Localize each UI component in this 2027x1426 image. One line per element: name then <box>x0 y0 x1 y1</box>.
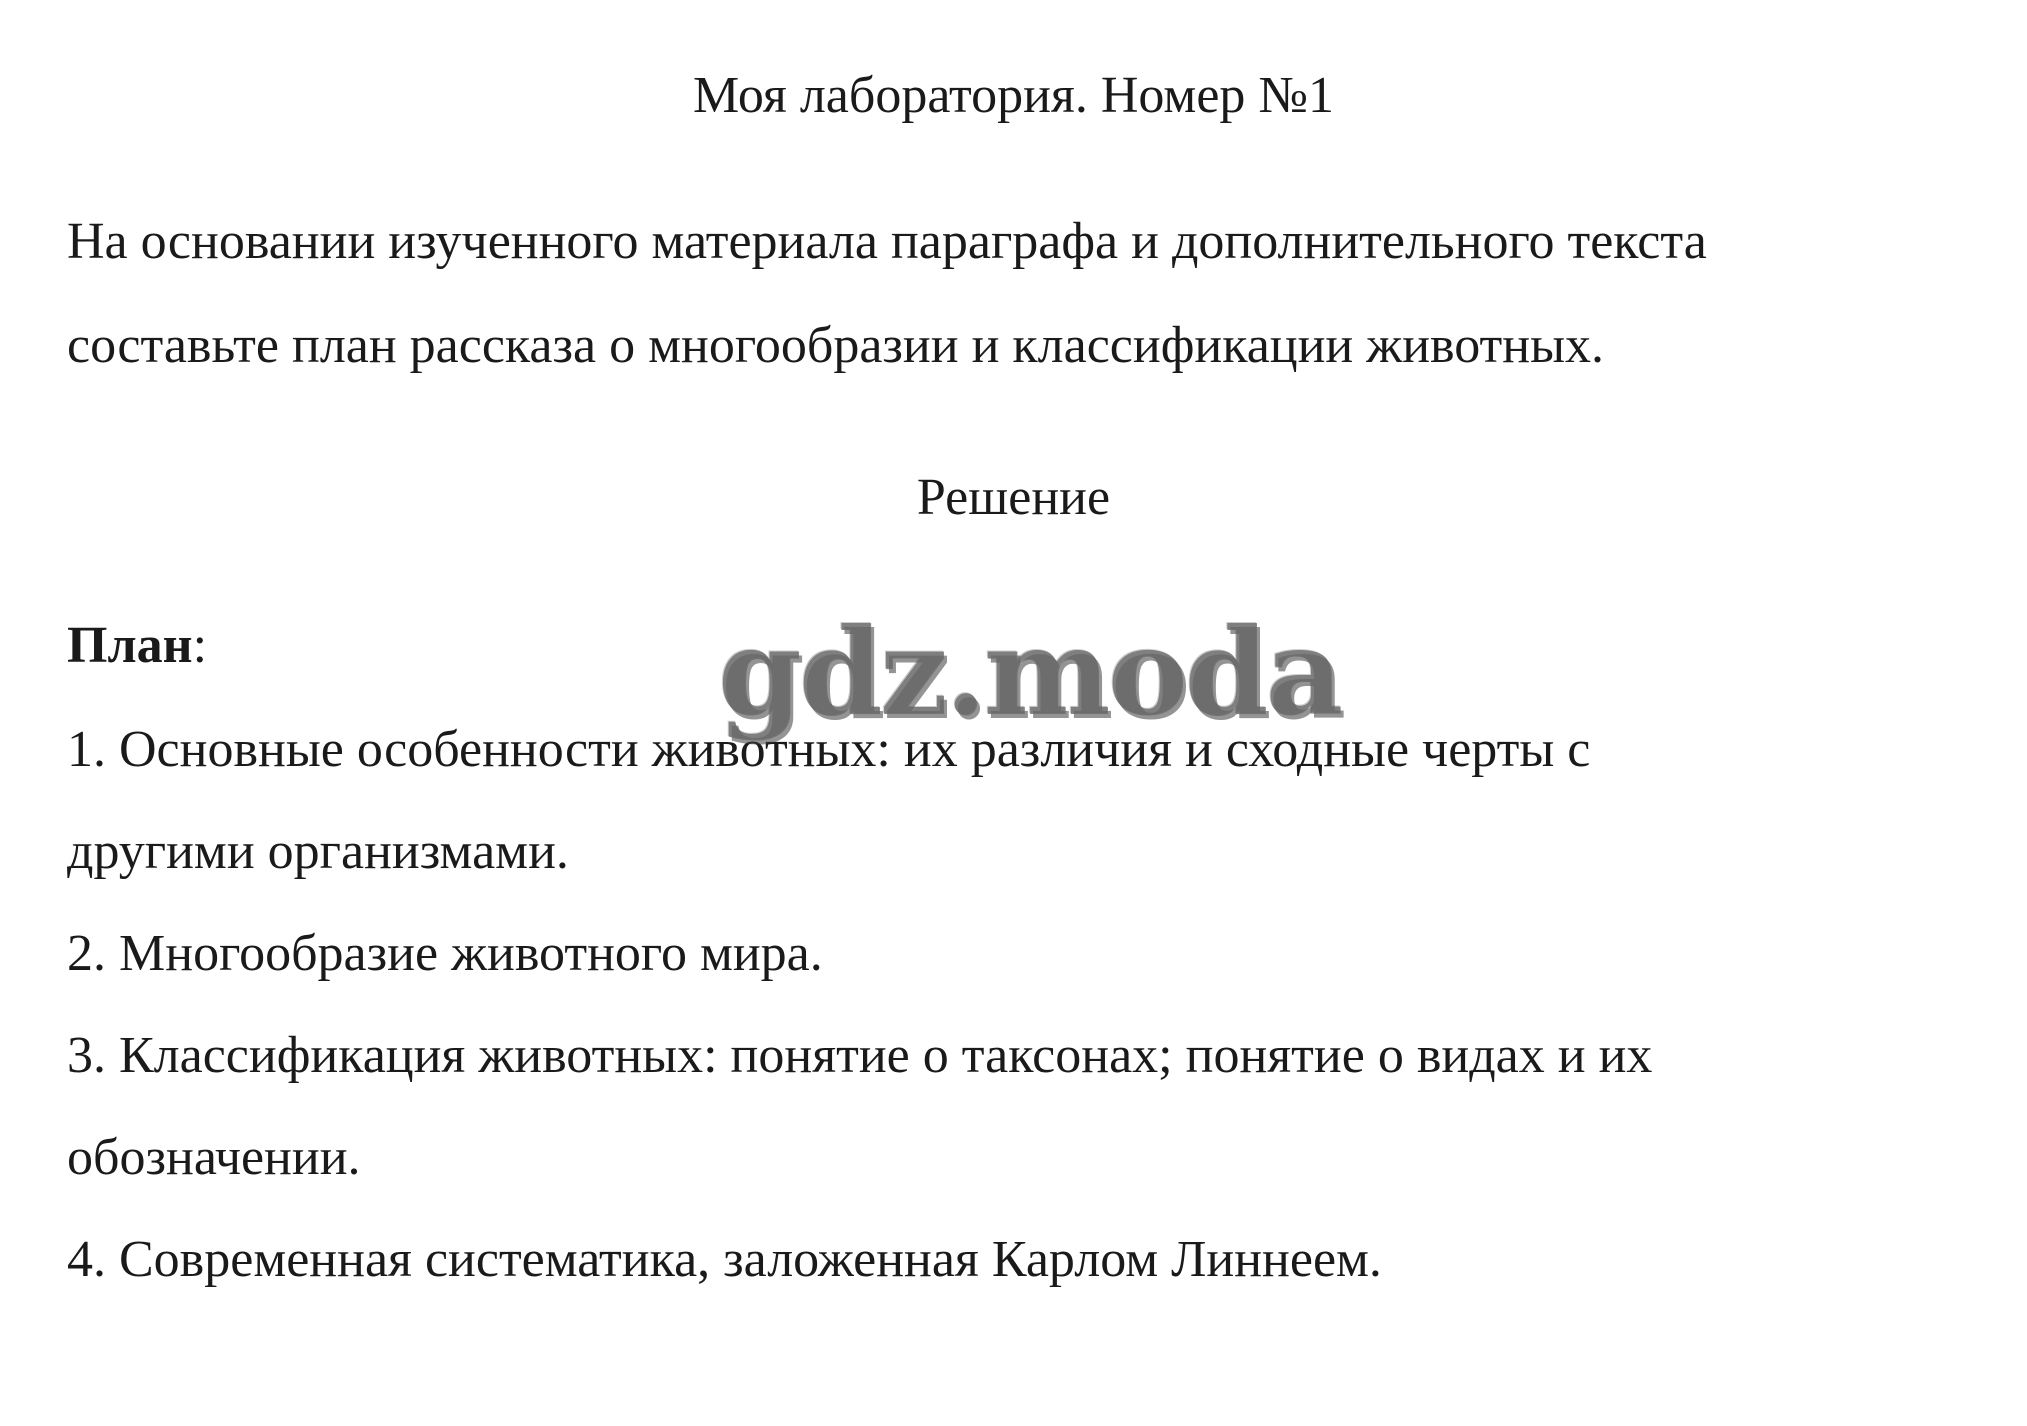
task-text-line-1: На основании изученного материала параграфа и дополнительного текста <box>67 213 1707 270</box>
plan-item-1-line-1: 1. Основные особенности животных: их различия и сходные черты с <box>67 721 1591 778</box>
plan-item-3-line-2: обозначении. <box>67 1129 361 1186</box>
watermark-text: gdz.moda <box>718 602 1341 743</box>
plan-item-4: 4. Современная систематика, заложенная Карлом Линнеем. <box>67 1231 1382 1288</box>
plan-item-2: 2. Многообразие животного мира. <box>67 925 823 982</box>
page-title: Моя лаборатория. Номер №1 <box>692 67 1335 124</box>
plan-item-1-line-2: другими организмами. <box>67 823 569 880</box>
plan-colon: : <box>192 617 208 674</box>
plan-item-3-line-1: 3. Классификация животных: понятие о таксонах; понятие о видах и их <box>67 1027 1653 1084</box>
solution-heading: Решение <box>916 469 1111 526</box>
plan-label: План <box>67 617 193 674</box>
plan-heading <box>67 614 207 678</box>
task-text-line-2: составьте план рассказа о многообразии и классификации животных. <box>67 317 1605 374</box>
